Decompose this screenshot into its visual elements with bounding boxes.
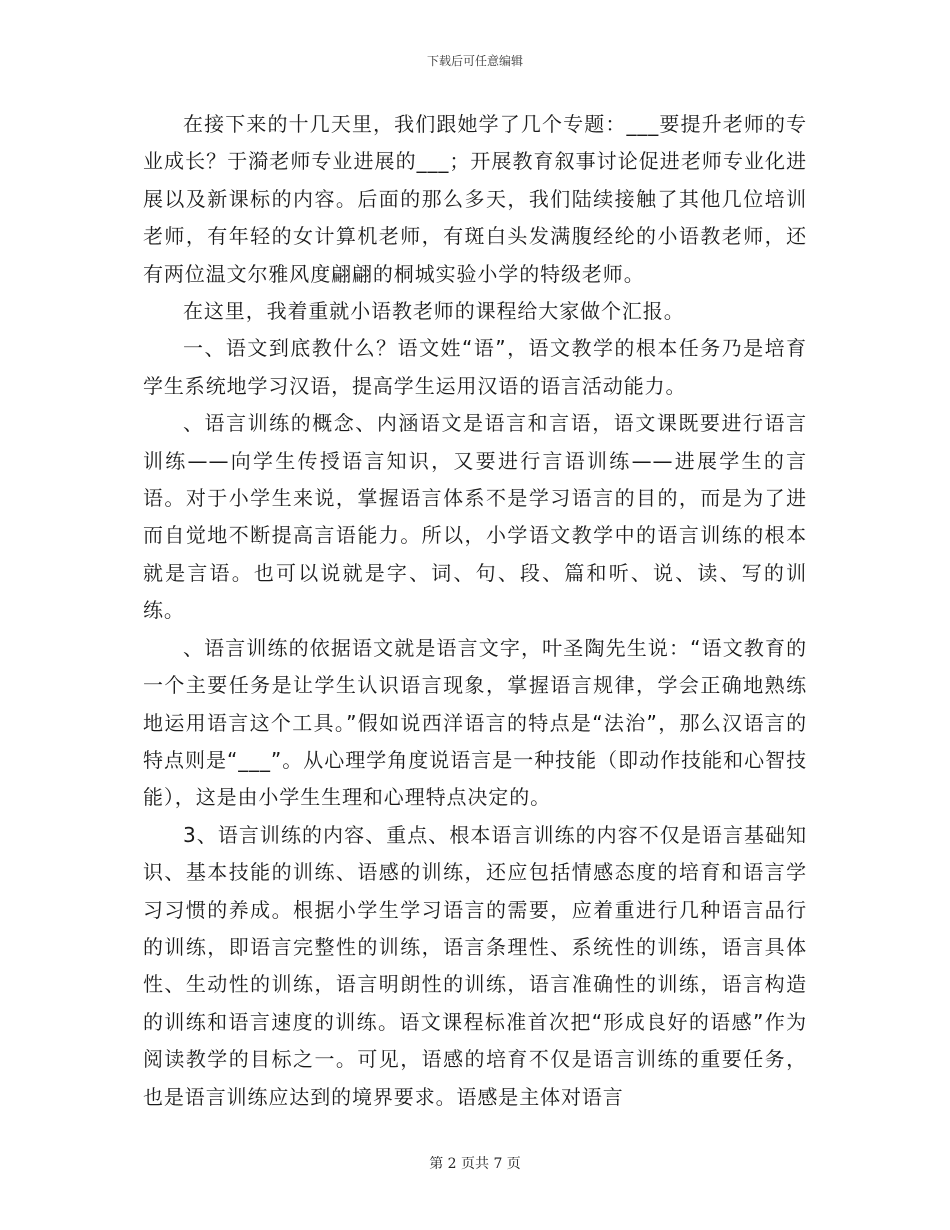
paragraph: 3、语言训练的内容、重点、根本语言训练的内容不仅是语言基础知识、基本技能的训练、语感的训练，还应包括情感态度的培育和语言学习习惯的养成。根据小学生学习语言的需要，应着重进行几种语言品行的训练，即语言完整性的训练，语言条理性、系统性的训练，语言具体性、生动性的训练，语言明朗性的训练，语言准确性的训练，语言构造的训练和语言速度的训练。语文课程标准首次把“形成良好的语感”作为阅读教学的目标之一。可见，语感的培育不仅是语言训练的重要任务，也是语言训练应达到的境界要求。语感是主体对语言 <box>143 822 807 1109</box>
paragraph: 一、语文到底教什么？语文姓“语”，语文教学的根本任务乃是培育学生系统地学习汉语，提高学生运用汉语的语言活动能力。 <box>143 336 807 398</box>
page-header: 下载后可任意编辑 <box>426 54 523 68</box>
document-body <box>143 106 807 1116</box>
paragraph: 、语言训练的依据语文就是语言文字，叶圣陶先生说：“语文教育的一个主要任务是让学生认识语言现象，掌握语言规律，学会正确地熟练地运用语言这个工具。”假如说西洋语言的特点是“法治”，那么汉语言的特点则是“___”。从心理学角度说语言是一种技能（即动作技能和心智技能），这是由小学生生理和心理特点决定的。 <box>143 635 807 810</box>
page-number: 第 2 页共 7 页 <box>429 1156 521 1172</box>
paragraph: 在接下来的十几天里，我们跟她学了几个专题：___要提升老师的专业成长？于漪老师专业进展的___；开展教育叙事讨论促进老师专业化进展以及新课标的内容。后面的那么多天，我们陆续接触了其他几位培训老师，有年轻的女计算机老师，有斑白头发满腹经纶的小语教老师，还有两位温文尔雅风度翩翩的桐城实验小学的特级老师。 <box>143 112 807 286</box>
paragraph: 在这里，我着重就小语教老师的课程给大家做个汇报。 <box>183 299 685 324</box>
paragraph: 、语言训练的概念、内涵语文是语言和言语，语文课既要进行语言训练——向学生传授语言知识，又要进行言语训练——进展学生的言语。对于小学生来说，掌握语言体系不是学习语言的目的，而是为了进而自觉地不断提高言语能力。所以，小学语文教学中的语言训练的根本就是言语。也可以说就是字、词、句、段、篇和听、说、读、写的训练。 <box>143 411 807 623</box>
